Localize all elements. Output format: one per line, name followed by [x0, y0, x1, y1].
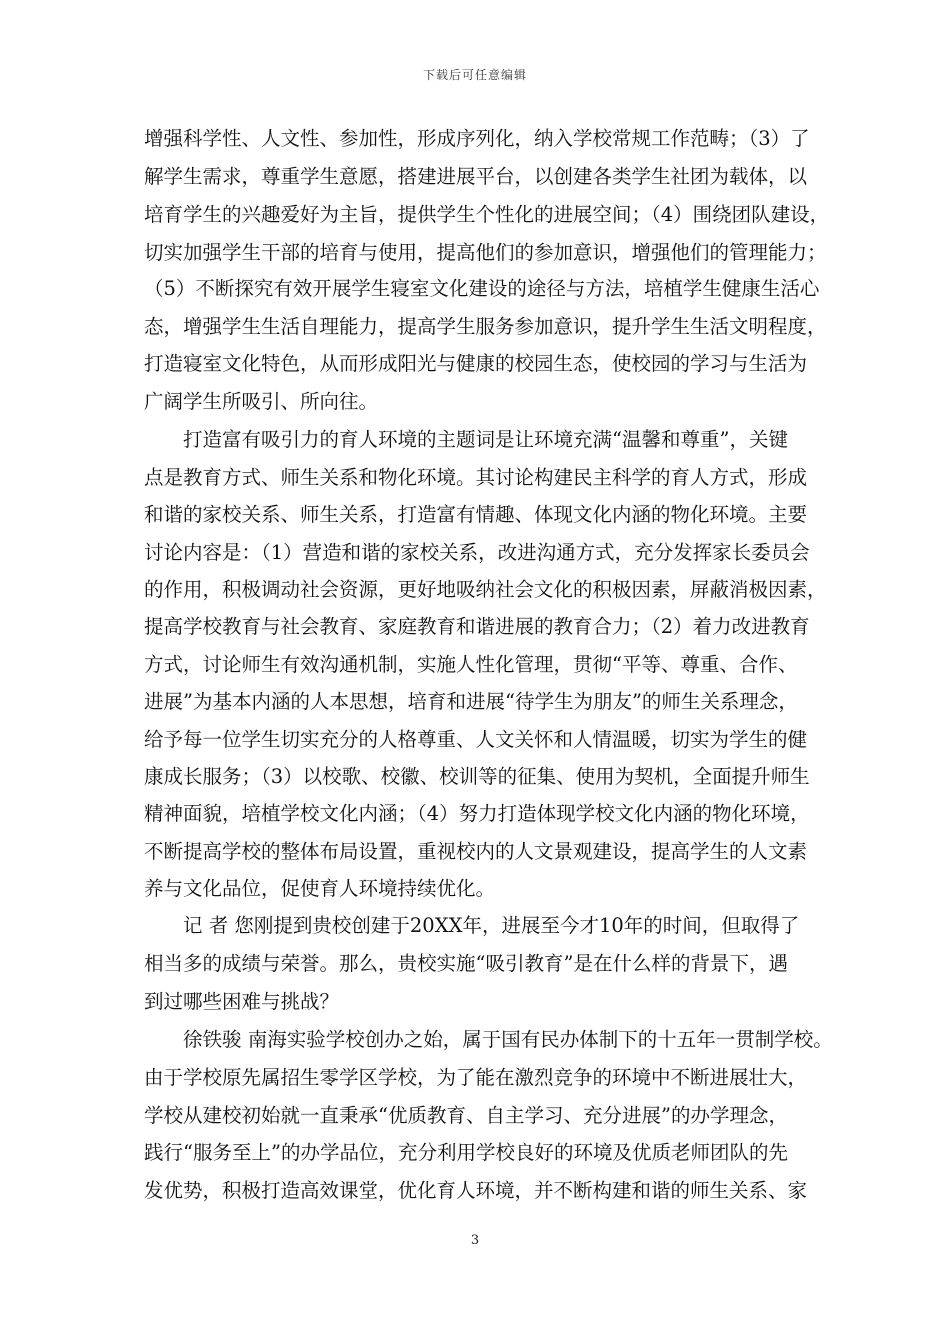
text-line: 不断提高学校的整体布局设置，重视校内的人文景观建设，提高学生的人文素: [144, 840, 808, 863]
text-line: 打造富有吸引力的育人环境的主题词是让环境充满“温馨和尊重”，关键: [144, 428, 788, 451]
page-header: 下载后可任意编辑: [422, 68, 527, 82]
text-line: 由于学校原先属招生零学区学校，为了能在激烈竞争的环境中不断进展壮大，: [144, 1066, 808, 1089]
text-line: 切实加强学生干部的培育与使用，提高他们的参加意识，增强他们的管理能力；: [144, 241, 827, 264]
text-line: （5）不断探究有效开展学生寝室文化建设的途径与方法，培植学生健康生活心: [144, 277, 820, 300]
text-line: 康成长服务；（3）以校歌、校徽、校训等的征集、使用为契机，全面提升师生: [144, 765, 810, 788]
text-line: 记 者 您刚提到贵校创建于20XX年，进展至今才10年的时间，但取得了: [144, 914, 800, 937]
text-line: 解学生需求，尊重学生意愿，搭建进展平台，以创建各类学生社团为载体，以: [144, 165, 808, 188]
text-line: 徐铁骏 南海实验学校创办之始，属于国有民办体制下的十五年一贯制学校。: [144, 1028, 833, 1051]
text-line: 态，增强学生生活自理能力，提高学生服务参加意识，提升学生生活文明程度，: [144, 315, 827, 338]
page-number: 3: [470, 1233, 480, 1248]
text-line: 广阔学生所吸引、所向往。: [144, 390, 379, 413]
text-line: 讨论内容是：（1）营造和谐的家校关系，改进沟通方式，充分发挥家长委员会: [144, 541, 810, 564]
text-line: 践行“服务至上”的办学品位，充分利用学校良好的环境及优质老师团队的先: [144, 1141, 788, 1164]
text-line: 方式，讨论师生有效沟通机制，实施人性化管理，贯彻“平等、尊重、合作、: [144, 653, 798, 676]
text-line: 进展”为基本内涵的人本思想，培育和进展“待学生为朋友”的师生关系理念，: [144, 690, 798, 713]
text-line: 发优势，积极打造高效课堂，优化育人环境，并不断构建和谐的师生关系、家: [144, 1179, 808, 1202]
text-line: 学校从建校初始就一直秉承“优质教育、自主学习、充分进展”的办学理念，: [144, 1104, 788, 1127]
text-line: 到过哪些困难与挑战？: [144, 990, 340, 1013]
text-line: 和谐的家校关系、师生关系，打造富有情趣、体现文化内涵的物化环境。主要: [144, 503, 808, 526]
text-line: 给予每一位学生切实充分的人格尊重、人文关怀和人情温暖，切实为学生的健: [144, 728, 808, 751]
text-line: 养与文化品位，促使育人环境持续优化。: [144, 877, 496, 900]
text-line: 精神面貌，培植学校文化内涵；（4）努力打造体现学校文化内涵的物化环境，: [144, 802, 810, 825]
text-line: 增强科学性、人文性、参加性，形成序列化，纳入学校常规工作范畴；（3）了: [144, 127, 810, 150]
text-line: 相当多的成绩与荣誉。那么，贵校实施“吸引教育”是在什么样的背景下，遇: [144, 952, 788, 975]
text-line: 培育学生的兴趣爱好为主旨，提供学生个性化的进展空间；（4）围绕团队建设，: [144, 203, 830, 226]
text-line: 的作用，积极调动社会资源，更好地吸纳社会文化的积极因素，屏蔽消极因素，: [144, 578, 827, 601]
text-line: 打造寝室文化特色，从而形成阳光与健康的校园生态，使校园的学习与生活为: [144, 352, 808, 375]
text-line: 提高学校教育与社会教育、家庭教育和谐进展的教育合力；（2）着力改进教育: [144, 615, 810, 638]
text-line: 点是教育方式、师生关系和物化环境。其讨论构建民主科学的育人方式，形成: [144, 466, 808, 489]
